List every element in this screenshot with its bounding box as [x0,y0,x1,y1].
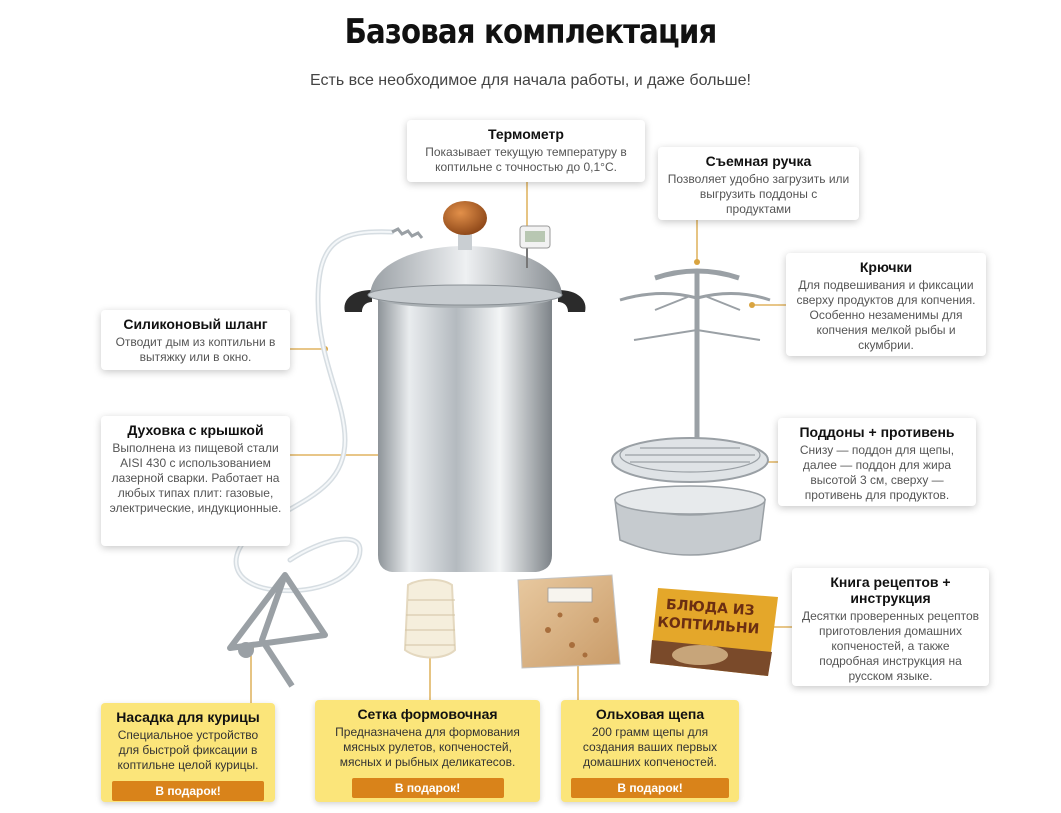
gift-text: 200 грамм щепы для создания ваших первых домашних копченостей. [582,725,718,769]
gift-title: Насадка для курицы [116,709,260,725]
callout-title: Съемная ручка [705,153,812,169]
callout-oven [101,416,290,546]
callout-text: Для подвешивания и фиксации сверху продуктов для копчения. Особенно незаменимы для копчения мелкой рыбы и скумбрии. [796,278,976,352]
gift-button[interactable]: В подарок! [571,778,729,798]
gift-chicken-holder [101,703,275,802]
callout-text: Десятки проверенных рецептов приготовления домашних копченостей, а также подробная инструкция на русском языке. [801,609,980,683]
callout-title: Поддоны + противень [799,424,955,440]
callout-title: Книга рецептов + инструкция [830,574,951,606]
callout-trays [778,418,976,506]
book-cover-line2: КОПТИЛЬНИ [656,614,760,638]
gift-title: Сетка формовочная [357,706,498,722]
chicken-holder-image [230,575,325,686]
callout-text: Позволяет удобно загрузить или выгрузить поддоны с продуктами [667,172,850,216]
callout-text: Снизу — поддон для щепы, далее — поддон для жира высотой 3 см, сверху — противень для продуктов. [799,443,955,502]
book-cover-line1: БЛЮДА ИЗ [665,596,756,620]
callout-handle [658,147,859,220]
callout-book [792,568,989,686]
gift-text: Специальное устройство для быстрой фиксации в коптильне целой курицы. [117,728,259,772]
page-title: Базовая комплектация [344,12,717,52]
gift-wood-chips [561,700,739,802]
callout-title: Крючки [859,259,913,275]
callout-title: Духовка с крышкой [127,422,264,438]
trays-and-handle-image [612,270,770,555]
gift-button[interactable]: В подарок! [352,778,504,798]
gift-text: Предназначена для формования мясных рулетов, копченостей, мясных и рыбных деликатесов. [335,725,520,769]
callout-hooks [786,253,986,356]
callout-thermometer [407,120,645,182]
gift-net [315,700,540,802]
callout-text: Показывает текущую температуру в коптильне с точностью до 0,1°С. [425,145,627,174]
smokehouse-oven-image [344,201,585,572]
callout-title: Термометр [488,126,564,142]
callout-text: Выполнена из пищевой стали AISI 430 с использованием лазерной сварки. Работает на любых типах плит: газовые, электрические, индукционные. [109,441,282,515]
callout-hose [101,310,290,370]
wood-chips-image [518,575,620,668]
callout-text: Отводит дым из коптильни в вытяжку или в окно. [115,335,276,364]
gift-button[interactable]: В подарок! [112,781,264,801]
page-subtitle: Есть все необходимое для начала работы, и даже больше! [310,72,751,89]
gift-title: Ольховая щепа [595,706,705,722]
net-image [405,580,455,658]
callout-title: Силиконовый шланг [123,316,268,332]
recipe-book-image [650,588,778,676]
